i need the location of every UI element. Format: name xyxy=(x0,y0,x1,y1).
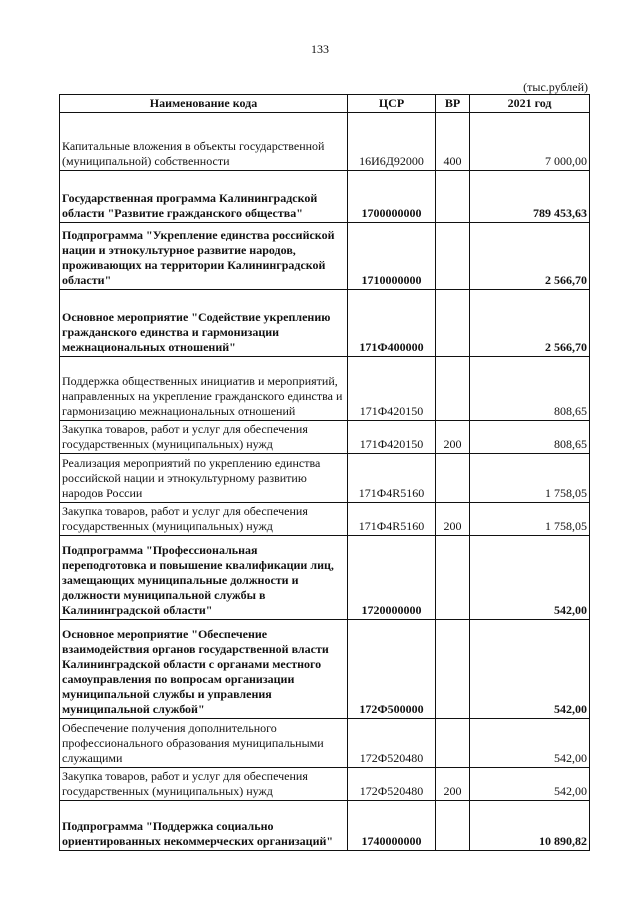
row-name: Реализация мероприятий по укреплению единства российской нации и этнокультурному развитию народов России xyxy=(60,454,348,503)
row-csr: 171Ф420150 xyxy=(348,357,436,421)
row-vr xyxy=(436,536,470,620)
table-header-row xyxy=(60,95,590,113)
row-csr: 16И6Д92000 xyxy=(348,113,436,171)
table-row xyxy=(60,223,590,290)
row-sum: 10 890,82 xyxy=(470,801,590,851)
row-sum: 542,00 xyxy=(470,620,590,719)
row-name: Подпрограмма "Поддержка социально ориентированных некоммерческих организаций" xyxy=(60,801,348,851)
row-csr: 172Ф500000 xyxy=(348,620,436,719)
row-vr: 200 xyxy=(436,421,470,454)
row-name: Государственная программа Калининградской области "Развитие гражданского общества" xyxy=(60,171,348,223)
row-name: Обеспечение получения дополнительного профессионального образования муниципальными служащими xyxy=(60,719,348,768)
table-row xyxy=(60,620,590,719)
row-sum: 542,00 xyxy=(470,719,590,768)
table-row xyxy=(60,171,590,223)
row-csr: 171Ф4R5160 xyxy=(348,503,436,536)
table-row xyxy=(60,454,590,503)
row-csr: 171Ф420150 xyxy=(348,421,436,454)
table-row xyxy=(60,536,590,620)
table-row xyxy=(60,503,590,536)
page-number: 133 xyxy=(311,42,329,56)
budget-table xyxy=(59,94,590,851)
row-name: Подпрограмма "Укрепление единства российской нации и этнокультурное развитие народов, проживающих на территории Калининградской области" xyxy=(60,223,348,290)
table-row xyxy=(60,113,590,171)
row-sum: 2 566,70 xyxy=(470,290,590,357)
row-name: Основное мероприятие "Содействие укреплению гражданского единства и гармонизации межнациональных отношений" xyxy=(60,290,348,357)
row-name: Капитальные вложения в объекты государственной (муниципальной) собственности xyxy=(60,113,348,171)
table-row xyxy=(60,357,590,421)
row-csr: 171Ф400000 xyxy=(348,290,436,357)
row-vr: 200 xyxy=(436,503,470,536)
row-csr: 1700000000 xyxy=(348,171,436,223)
row-sum: 542,00 xyxy=(470,768,590,801)
table-row xyxy=(60,290,590,357)
row-csr: 1740000000 xyxy=(348,801,436,851)
row-sum: 808,65 xyxy=(470,357,590,421)
table-row xyxy=(60,801,590,851)
row-sum: 2 566,70 xyxy=(470,223,590,290)
table-row xyxy=(60,768,590,801)
row-name: Подпрограмма "Профессиональная переподготовка и повышение квалификации лиц, замещающих муниципальные должности и должности муниципальной службы в Калининградской области" xyxy=(60,536,348,620)
header-sum: 2021 год xyxy=(470,95,590,113)
row-name: Основное мероприятие "Обеспечение взаимодействия органов государственной власти Калининградской области с органами местного самоуправления по вопросам организации муниципальной службы и управления муниципальной службой" xyxy=(60,620,348,719)
row-vr: 200 xyxy=(436,768,470,801)
row-sum: 789 453,63 xyxy=(470,171,590,223)
row-vr xyxy=(436,290,470,357)
row-name: Поддержка общественных инициатив и мероприятий, направленных на укрепление гражданского единства и гармонизацию межнациональных отношений xyxy=(60,357,348,421)
header-csr: ЦСР xyxy=(348,95,436,113)
table-row xyxy=(60,421,590,454)
row-sum: 1 758,05 xyxy=(470,503,590,536)
row-vr xyxy=(436,801,470,851)
header-name: Наименование кода xyxy=(60,95,348,113)
row-vr xyxy=(436,171,470,223)
row-vr xyxy=(436,719,470,768)
row-csr: 1720000000 xyxy=(348,536,436,620)
row-vr xyxy=(436,454,470,503)
row-vr xyxy=(436,223,470,290)
row-csr: 172Ф520480 xyxy=(348,719,436,768)
header-vr: ВР xyxy=(436,95,470,113)
row-csr: 1710000000 xyxy=(348,223,436,290)
row-vr xyxy=(436,620,470,719)
table-row xyxy=(60,719,590,768)
row-name: Закупка товаров, работ и услуг для обеспечения государственных (муниципальных) нужд xyxy=(60,503,348,536)
row-sum: 1 758,05 xyxy=(470,454,590,503)
row-csr: 172Ф520480 xyxy=(348,768,436,801)
row-vr: 400 xyxy=(436,113,470,171)
row-csr: 171Ф4R5160 xyxy=(348,454,436,503)
row-name: Закупка товаров, работ и услуг для обеспечения государственных (муниципальных) нужд xyxy=(60,421,348,454)
row-name: Закупка товаров, работ и услуг для обеспечения государственных (муниципальных) нужд xyxy=(60,768,348,801)
row-sum: 7 000,00 xyxy=(470,113,590,171)
row-sum: 542,00 xyxy=(470,536,590,620)
row-sum: 808,65 xyxy=(470,421,590,454)
units-label: (тыс.рублей) xyxy=(523,80,588,94)
row-vr xyxy=(436,357,470,421)
